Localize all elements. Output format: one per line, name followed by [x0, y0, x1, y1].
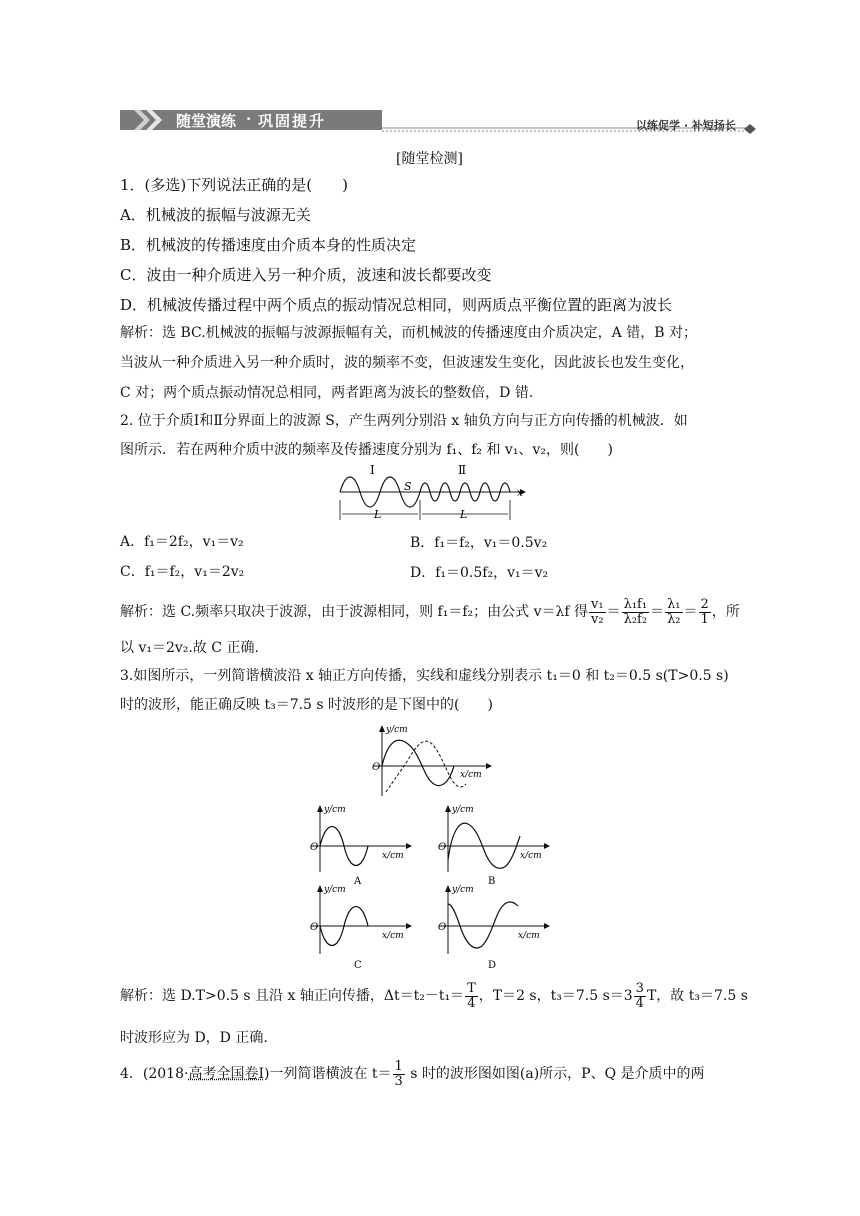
- q2-fig-label-ii: Ⅱ: [458, 463, 467, 477]
- q1-analysis-3: C 对；两个质点振动情况总相同，两者距离为波长的整数倍，D 错.: [120, 385, 534, 401]
- q2-frac-3: $\frac{\text{λ₁}}{\text{λ₂}}$: [667, 596, 681, 627]
- q3-label-d: D: [488, 960, 497, 970]
- q3-label-a: A: [354, 876, 362, 886]
- q3-analysis-d: 时波形应为 D，D 正确.: [120, 1030, 268, 1046]
- q2-stem-2: 图所示．若在两种介质中波的频率及传播速度分别为 f₁、f₂ 和 v₁、v₂，则( ): [120, 442, 613, 458]
- q3-option-c-figure: [306, 880, 416, 970]
- q1-analysis-1: 解析：选 BC.机械波的振幅与波源振幅有关，而机械波的传播速度由介质决定，A 错，B 对；: [120, 325, 697, 341]
- q2-analysis-c: 以 v₁＝2v₂.故 C 正确.: [120, 640, 259, 656]
- q3-label-b: B: [488, 876, 496, 886]
- svg-text:x/cm: x/cm: [518, 931, 540, 941]
- q3-stem-2: 时的波形，能正确反映 t₃＝7.5 s 时波形的是下图中的( ): [120, 697, 493, 713]
- q1-analysis-2: 当波从一种介质进入另一种介质时，波的频率不变，但波速发生变化，因此波长也发生变化，: [120, 355, 694, 371]
- banner-left-text: 随堂演练: [176, 112, 237, 130]
- banner-right-text: 巩固提升: [258, 112, 327, 130]
- q1-option-b: B．机械波的传播速度由介质本身的性质决定: [120, 236, 417, 254]
- svg-text:O: O: [310, 922, 319, 933]
- svg-text:y/cm: y/cm: [452, 885, 474, 895]
- q3-main-origin: O: [372, 762, 381, 773]
- q3-frac-34: $\frac{3}{4}$: [635, 980, 644, 1011]
- svg-text:y/cm: y/cm: [324, 885, 346, 895]
- q2-frac-1: $\frac{\text{v₁}}{\text{v₂}}$: [591, 596, 604, 627]
- q1-option-c: C．波由一种介质进入另一种介质，波速和波长都要改变: [120, 266, 492, 284]
- svg-text:y/cm: y/cm: [324, 805, 346, 815]
- q2-option-d: D．f₁＝0.5f₂，v₁＝v₂: [410, 565, 549, 581]
- banner-tagline: 以练促学 · 补短扬长: [636, 119, 736, 132]
- q4-frac: $\frac{1}{3}$: [394, 1058, 403, 1089]
- banner-dot: ·: [246, 110, 252, 128]
- q2-fig-label-x: x: [517, 488, 523, 499]
- q3-main-axis-y: y/cm: [386, 725, 408, 735]
- q2-fig-label-i: Ⅰ: [370, 463, 375, 477]
- svg-text:x/cm: x/cm: [520, 851, 542, 861]
- q2-wave-figure: [334, 462, 534, 524]
- q1-option-d: D．机械波传播过程中两个质点的振动情况总相同，则两质点平衡位置的距离为波长: [120, 296, 673, 314]
- q3-option-d-figure: [436, 880, 556, 970]
- q2-option-a: A．f₁＝2f₂，v₁＝v₂: [120, 534, 244, 550]
- q3-option-a-figure: [306, 800, 416, 886]
- svg-text:y/cm: y/cm: [452, 805, 474, 815]
- q2-frac-4: $\frac{2}{1}$: [700, 596, 709, 627]
- q2-stem-1: 2. 位于介质Ⅰ和Ⅱ分界面上的波源 S，产生两列分别沿 x 轴负方向与正方向传播的机械波．如: [120, 413, 688, 429]
- q4-stem: 4．(2018·高考全国卷Ⅰ)一列简谐横波在 t＝ $\frac{1}{3}$ s 时的波形图如图(a)所示，P、Q 是介质中的两: [120, 1058, 705, 1089]
- q2-fig-label-s: S: [404, 480, 412, 493]
- q2-analysis: 解析：选 C.频率只取决于波源，由于波源相同，则 f₁＝f₂；由公式 v＝λf 得 $\frac{\text{v₁}}{\text{v₂}}$ ＝ $\frac{\text{λ₁f₁}}{\text{λ₂f₂}}$ ＝ $\frac{\text{λ₁}}{\text{λ₂}}$ ＝ $\frac{2}{1}$ ，所: [120, 596, 740, 627]
- q3-main-axis-x: x/cm: [460, 770, 482, 780]
- q2-fig-label-l2: L: [460, 508, 468, 521]
- q2-option-b: B．f₁＝f₂，v₁＝0.5v₂: [410, 535, 548, 551]
- section-title: [随堂检测]: [396, 151, 463, 167]
- svg-text:x/cm: x/cm: [382, 851, 404, 861]
- q2-frac-2: $\frac{\text{λ₁f₁}}{\text{λ₂f₂}}$: [623, 596, 648, 627]
- q2-option-c: C．f₁＝f₂，v₁＝2v₂: [120, 564, 245, 580]
- q1-option-a: A．机械波的振幅与波源无关: [120, 206, 311, 224]
- q3-analysis: 解析：选 D.T>0.5 s 且沿 x 轴正向传播，Δt＝t₂－t₁＝ $\frac{T}{4}$ ，T＝2 s，t₃＝7.5 s＝3 $\frac{3}{4}$ T，故 t₃＝7.5 s: [120, 980, 748, 1011]
- q3-label-c: C: [354, 960, 362, 970]
- svg-text:O: O: [438, 842, 447, 853]
- q3-option-b-figure: [436, 800, 556, 886]
- svg-text:O: O: [310, 842, 319, 853]
- q3-stem-1: 3.如图所示，一列简谐横波沿 x 轴正方向传播，实线和虚线分别表示 t₁＝0 和 t₂＝0.5 s(T>0.5 s): [120, 668, 729, 684]
- svg-text:x/cm: x/cm: [382, 931, 404, 941]
- q3-frac-t4: $\frac{T}{4}$: [467, 980, 476, 1011]
- svg-text:O: O: [438, 922, 447, 933]
- q2-fig-label-l1: L: [374, 508, 382, 521]
- q3-main-figure: [368, 722, 498, 798]
- q1-stem: 1．(多选)下列说法正确的是( ): [120, 176, 348, 194]
